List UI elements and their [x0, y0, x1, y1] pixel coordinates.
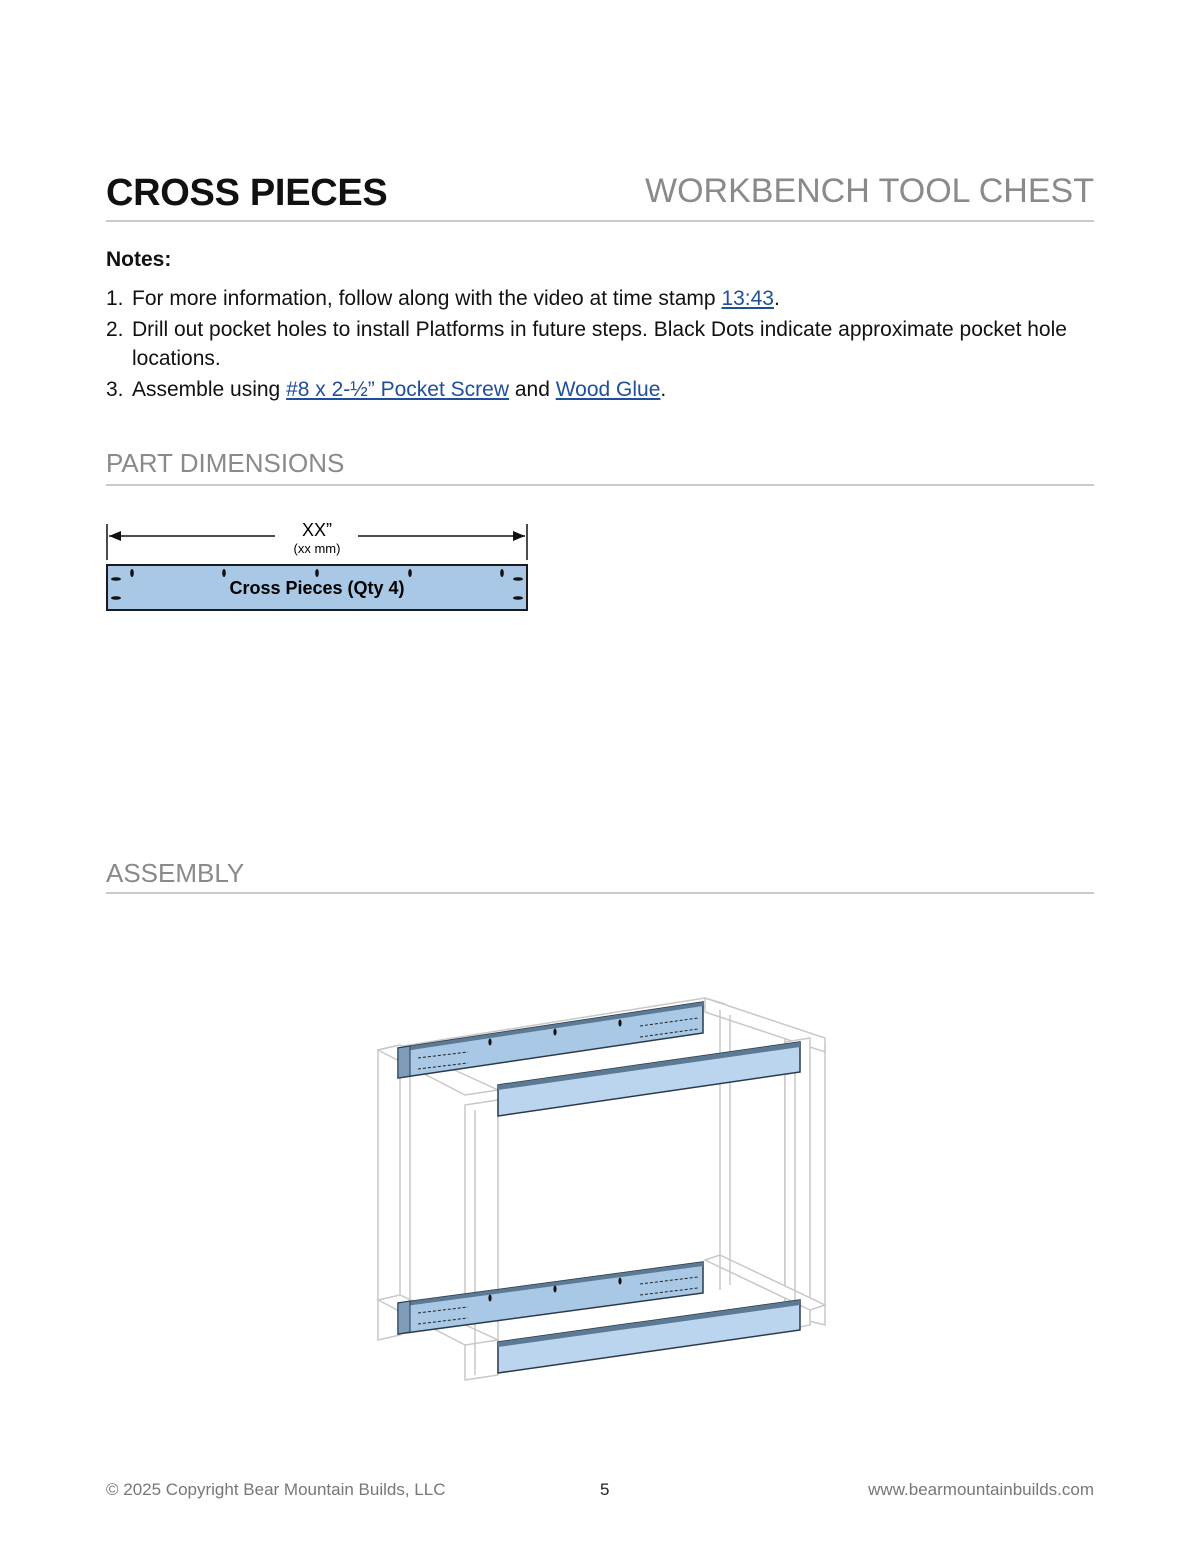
note-text: .	[660, 378, 667, 401]
dimension-arrow-left	[109, 531, 121, 541]
project-title: WORKBENCH TOOL CHEST	[645, 172, 1094, 210]
assembly-heading: ASSEMBLY	[106, 858, 245, 888]
dimension-arrow-right	[513, 531, 525, 541]
notes-heading: Notes:	[106, 248, 172, 271]
assembly-drawing	[370, 990, 840, 1390]
note-number: 1.	[106, 287, 124, 310]
wood-glue-link[interactable]: Wood Glue	[555, 378, 661, 401]
page-title: CROSS PIECES	[106, 172, 388, 214]
note-item-3	[106, 375, 1096, 404]
part-dimension-drawing	[100, 520, 540, 620]
note-text: .	[774, 287, 780, 310]
notes-list	[106, 284, 1096, 406]
pocket-screw-link[interactable]: #8 x 2-½” Pocket Screw	[286, 378, 509, 401]
footer-copyright: © 2025 Copyright Bear Mountain Builds, LLC	[106, 1480, 446, 1499]
assembly-divider	[106, 892, 1094, 894]
footer-page-number: 5	[600, 1480, 610, 1499]
note-number: 3.	[106, 378, 124, 401]
part-dimensions-divider	[106, 484, 1094, 486]
note-text: Drill out pocket holes to install Platforms in future steps. Black Dots indicate approximate pocket hole locations.	[132, 318, 1067, 370]
note-text: Assemble using	[132, 378, 287, 401]
dimension-length-metric: (xx mm)	[293, 541, 341, 556]
board-label: Cross Pieces (Qty 4)	[229, 578, 405, 598]
header-divider	[106, 220, 1094, 222]
video-timestamp-link[interactable]: 13:43	[721, 287, 774, 310]
note-text: For more information, follow along with the video at time stamp	[132, 287, 722, 310]
note-number: 2.	[106, 318, 124, 341]
note-item-2	[106, 315, 1096, 373]
note-item-1	[106, 284, 1096, 313]
part-dimensions-heading: PART DIMENSIONS	[106, 448, 345, 478]
footer-website-link[interactable]: www.bearmountainbuilds.com	[868, 1480, 1094, 1499]
dimension-length-label: XX”	[301, 520, 333, 540]
note-text: and	[509, 378, 556, 401]
